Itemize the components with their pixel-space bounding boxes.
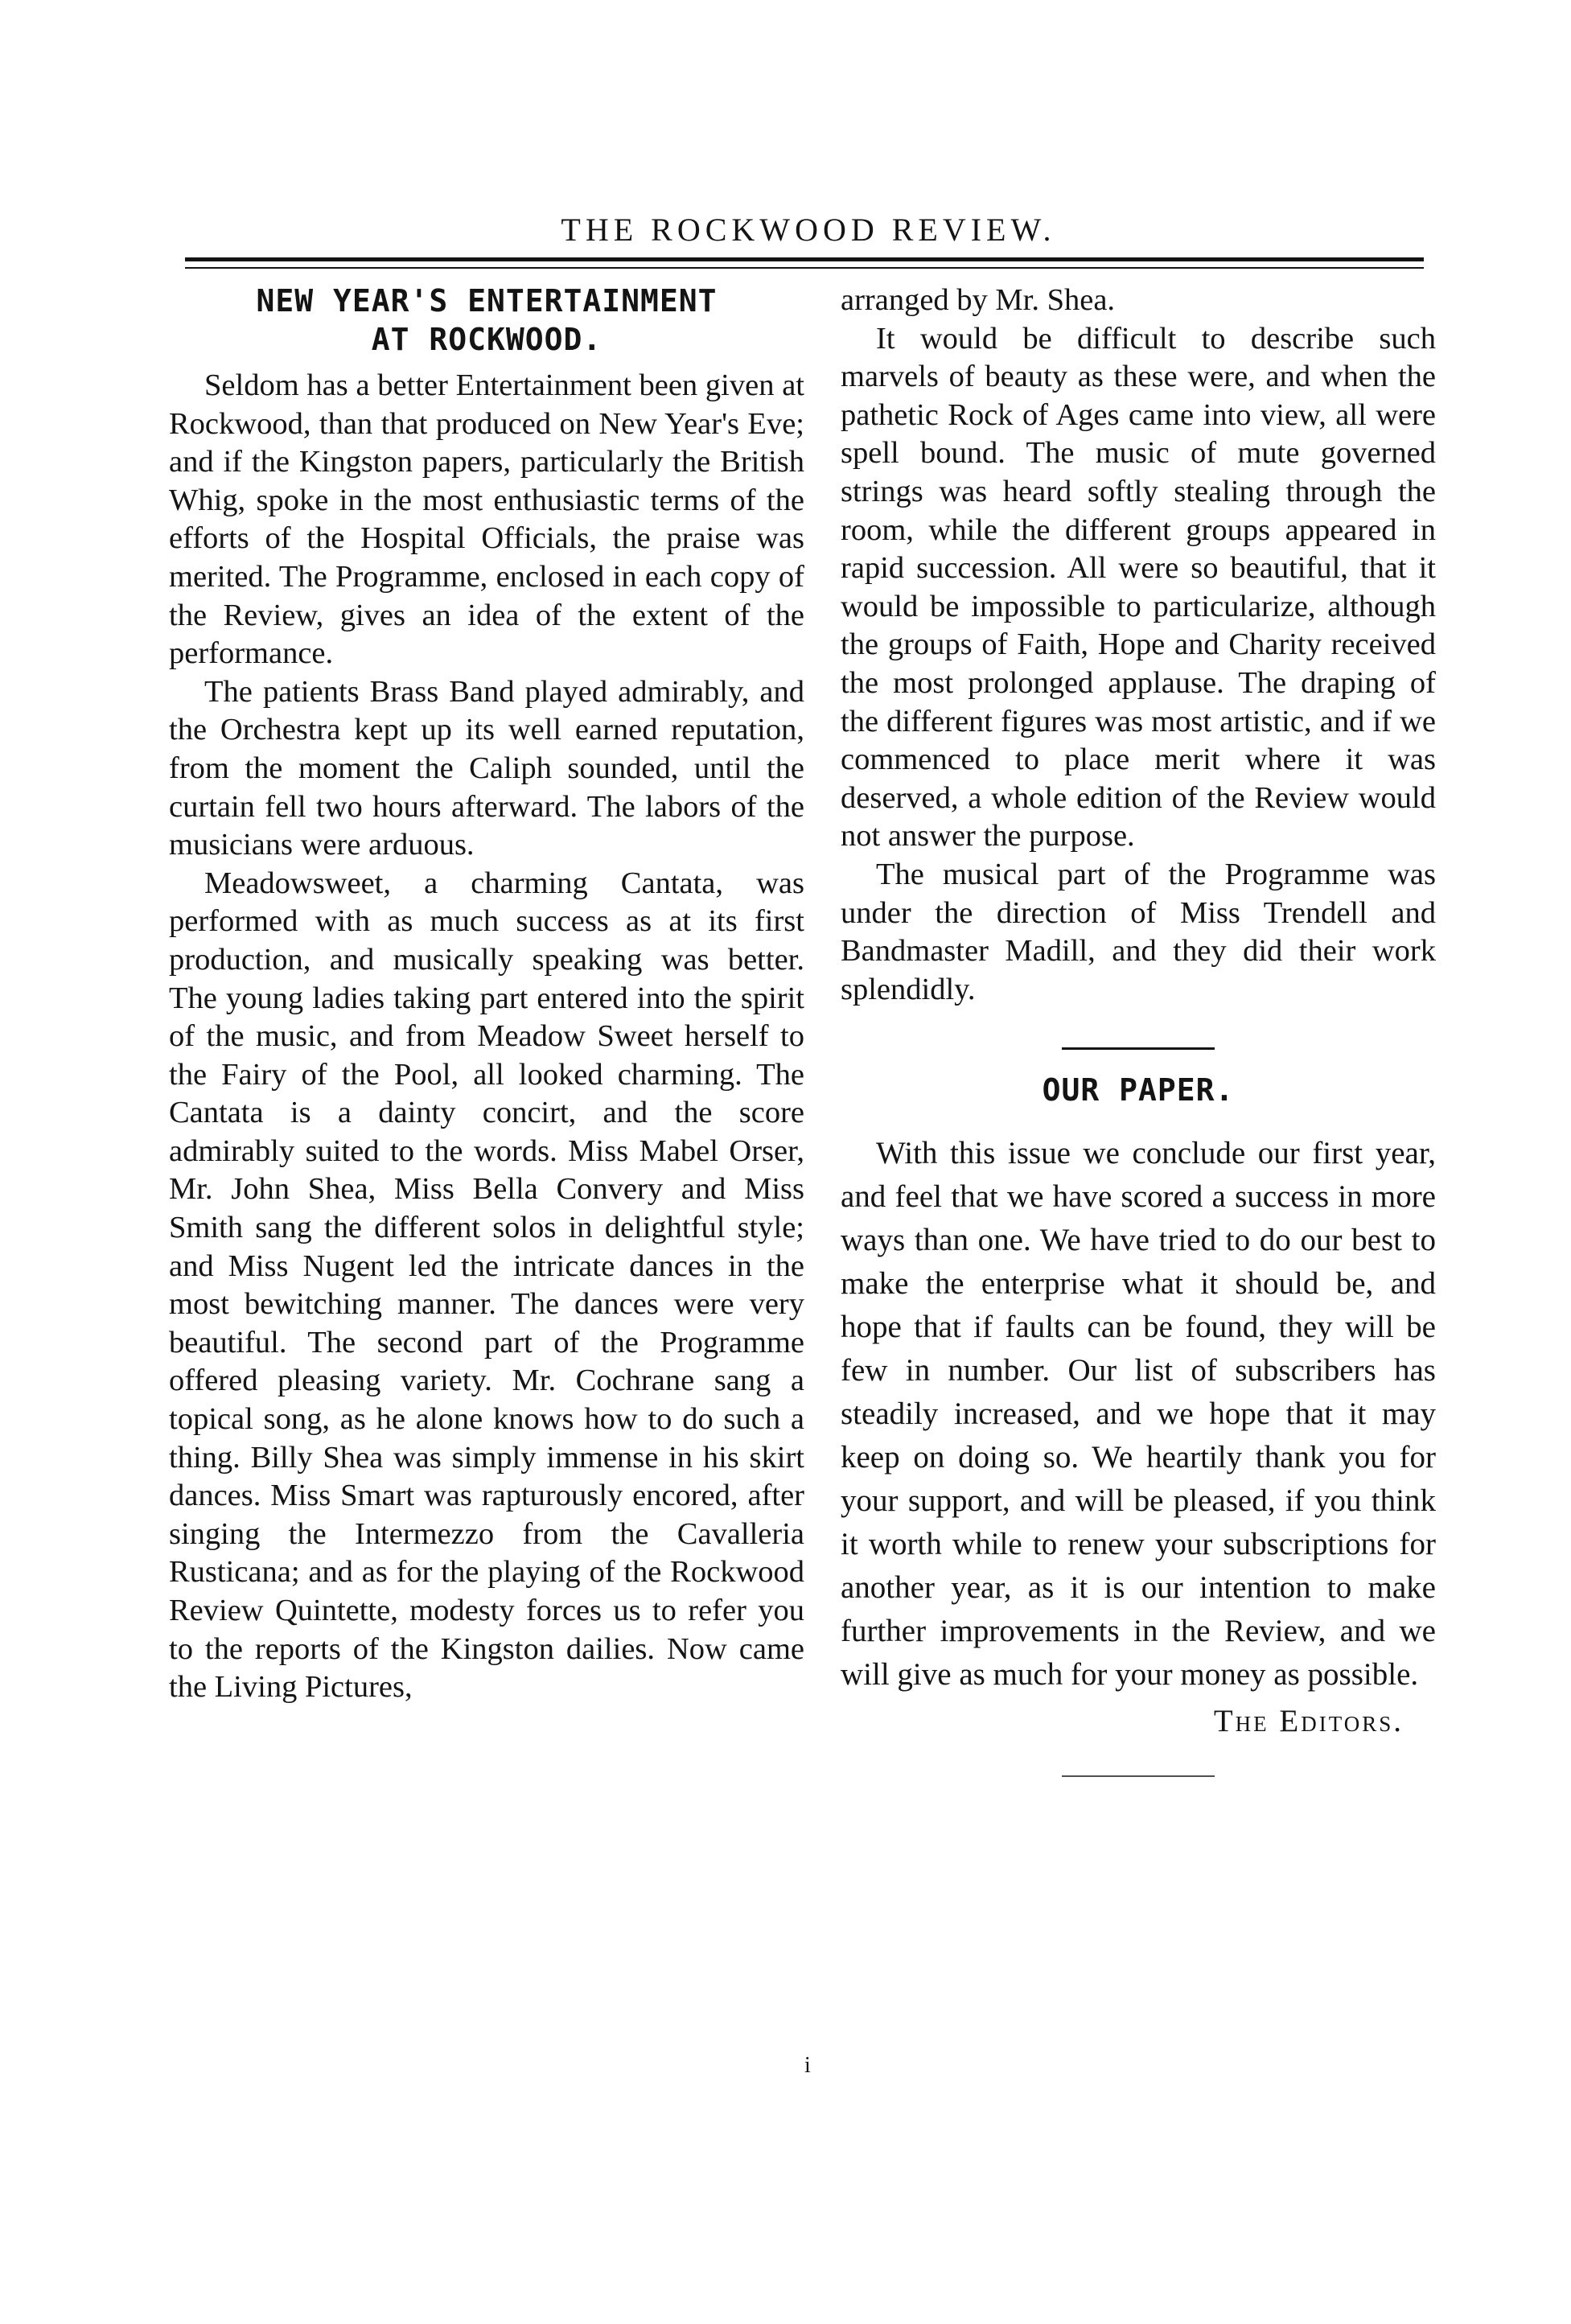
article-heading-line2: AT ROCKWOOD.: [371, 322, 602, 357]
article-paragraph: The musical part of the Programme was under the direction of Miss Trendell and Bandmaster Madill, and they did their work splendidly.: [841, 857, 1436, 1006]
article-paragraph: arranged by Mr. Shea.: [841, 283, 1116, 317]
right-column: [841, 282, 1436, 1777]
end-rule: [1062, 1775, 1215, 1777]
header-rule-thin: [185, 267, 1424, 269]
article-paragraph: Seldom has a better Entertainment been given at Rockwood, than that produced on New Year's Eve; and if the Kingston papers, particularly the British Whig, spoke in the most enthusiastic terms of the efforts of the Hospital Officials, the praise was merited. The Programme, enclosed in each copy of the Review, gives an idea of the extent of the performance.: [169, 368, 804, 671]
section-divider: [1062, 1047, 1215, 1050]
article-paragraph: Meadowsweet, a charming Cantata, was performed with as much success as at its first production, and musically speaking was better. The young ladies taking part entered into the spirit of the music, and from Meadow Sweet herself to the Fairy of the Pool, all looked charming. The Cantata is a dainty concirt, and the score admirably suited to the words. Miss Mabel Orser, Mr. John Shea, Miss Bella Convery and Miss Smith sang the different solos in delightful style; and Miss Nugent led the intricate dances in the most bewitching manner. The dances were very beautiful. The second part of the Programme offered pleasing variety. Mr. Cochrane sang a topical song, as he alone knows how to do such a thing. Billy Shea was simply immense in his skirt dances. Miss Smart was rapturously encored, after singing the Intermezzo from the Cavalleria Rusticana; and as for the playing of the Rockwood Review Quintette, modesty forces us to refer you to the reports of the Kingston dailies. Now came the Living Pictures,: [169, 866, 804, 1705]
left-column: [169, 282, 804, 1707]
stray-print-mark: i: [804, 2053, 811, 2078]
article-paragraph: The patients Brass Band played admirably, and the Orchestra kept up its well earned reputation, from the moment the Caliph sounded, until the curtain fell two hours afterward. The labors of the musicians were arduous.: [169, 674, 804, 862]
section-heading: OUR PAPER.: [1042, 1072, 1235, 1109]
running-header: THE ROCKWOOD REVIEW.: [561, 212, 1056, 248]
article-paragraph: It would be difficult to describe such marvels of beauty as these were, and when the pathetic Rock of Ages came into view, all were spell bound. The music of mute governed strings was heard softly stealing through the room, while the different groups appeared in rapid succession. All were so beautiful, that it would be impossible to particularize, although the groups of Faith, Hope and Charity received the most prolonged applause. The draping of the different figures was most artistic, and if we commenced to place merit where it was deserved, a whole edition of the Review would not answer the purpose.: [841, 321, 1436, 854]
header-rule-thick: [185, 257, 1424, 261]
article-heading-line1: NEW YEAR'S ENTERTAINMENT: [256, 283, 718, 319]
paper-paragraph: With this issue we conclude our first year, and feel that we have scored a success in more ways than one. We have tried to do our best to make the enterprise what it should be, and hope that if faults can be found, they will be few in number. Our list of subscribers has steadily increased, and we hope that it may keep on doing so. We heartily thank you for your support, and will be pleased, if you think it worth while to renew your subscriptions for another year, as it is our intention to make further improvements in the Review, and we will give as much for your money as possible.: [841, 1136, 1436, 1693]
signature: The Editors.: [1213, 1704, 1404, 1739]
